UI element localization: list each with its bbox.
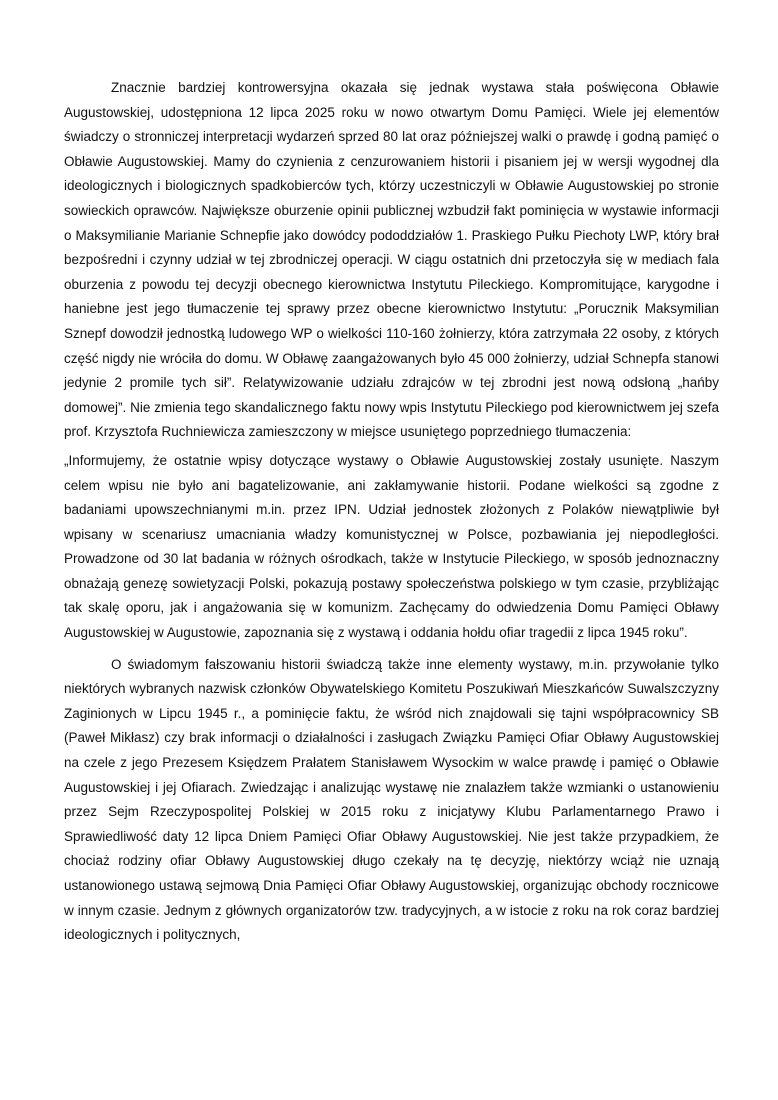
quoted-institute-statement: „Informujemy, że ostatnie wpisy dotyczące wystawy o Obławie Augustowskiej zostały usunięte. Naszym celem wpisu nie było ani bagatelizowanie, ani zakłamywanie historii. Podane wielkości są zgodne z badaniami upowszechnianymi m.in. przez IPN. Udział jednostek złożonych z Polaków niewątpliwie był wpisany w scenariusz umacniania władzy komunistycznej w Polsce, pozbawiania jej niepodległości. Prowadzone od 30 lat badania w różnych ośrodkach, także w Instytucie Pileckiego, w sposób jednoznaczny obnażają genezę sowietyzacji Polski, pokazują postawy społeczeństwa polskiego w tym czasie, przybliżając tak skalę oporu, jak i angażowania się w komunizm. Zachęcamy do odwiedzenia Domu Pamięci Obławy Augustowskiej w Augustowie, zapoznania się z wystawą i oddania hołdu ofiar tragedii z lipca 1945 roku”. (64, 452, 719, 641)
document-page (64, 76, 719, 948)
paragraph-falsification-of-history: O świadomym fałszowaniu historii świadczą także inne elementy wystawy, m.in. przywołanie tylko niektórych wybranych nazwisk członków Obywatelskiego Komitetu Poszukiwań Mieszkańców Suwalszczyzny Zaginionych w Lipcu 1945 r., a pominięcie faktu, że wśród nich znajdowali się tajni współpracownicy SB (Paweł Mikłasz) czy brak informacji o działalności i zasługach Związku Pamięci Ofiar Obławy Augustowskiej na czele z jego Prezesem Księdzem Prałatem Stanisławem Wysockim w walce prawdę i pamięć o Obławie Augustowskiej i jej Ofiarach. Zwiedzając i analizując wystawę nie znalazłem także wzmianki o ustanowieniu przez Sejm Rzeczypospolitej Polskiej w 2015 roku z inicjatywy Klubu Parlamentarnego Prawo i Sprawiedliwość daty 12 lipca Dniem Pamięci Ofiar Obławy Augustowskiej. Nie jest także przypadkiem, że chociaż rodziny ofiar Obławy Augustowskiej długo czekały na tę decyzję, niektórzy wciąż nie uznają ustanowionego ustawą sejmową Dnia Pamięci Ofiar Obławy Augustowskiej, organizując obchody rocznicowe w innym czasie. Jednym z głównych organizatorów tzw. tradycyjnych, a w istocie z roku na rok coraz bardziej ideologicznych i politycznych, (64, 656, 719, 943)
paragraph-exhibition-controversy: Znacznie bardziej kontrowersyjna okazała się jednak wystawa stała poświęcona Obławie Augustowskiej, udostępniona 12 lipca 2025 roku w nowo otwartym Domu Pamięci. Wiele jej elementów świadczy o stronniczej interpretacji wydarzeń sprzed 80 lat oraz późniejszej walki o prawdę i godną pamięć o Obławie Augustowskiej. Mamy do czynienia z cenzurowaniem historii i pisaniem jej w wersji wygodnej dla ideologicznych i biologicznych spadkobierców tych, którzy uczestniczyli w Obławie Augustowskiej po stronie sowieckich oprawców. Największe oburzenie opinii publicznej wzbudził fakt pominięcia w wystawie informacji o Maksymilianie Marianie Schnepfie jako dowódcy pododdziałów 1. Praskiego Pułku Piechoty LWP, który brał bezpośredni i czynny udział w tej zbrodniczej operacji. W ciągu ostatnich dni przetoczyła się w mediach fala oburzenia z powodu tej decyzji obecnego kierownictwa Instytutu Pileckiego. Kompromitujące, karygodne i haniebne jest jego tłumaczenie tej sprawy przez obecne kierownictwo Instytutu: „Porucznik Maksymilian Sznepf dowodził jednostką ludowego WP o wielkości 110-160 żołnierzy, która zatrzymała 22 osoby, z których część nigdy nie wróciła do domu. W Obławę zaangażowanych było 45 000 żołnierzy, udział Schnepfa stanowi jedynie 2 promile tych sił”. Relatywizowanie udziału zdrajców w tej zbrodni jest nową odsłoną „hańby domowej”. Nie zmienia tego skandalicznego faktu nowy wpis Instytutu Pileckiego pod kierownictwem jej szefa prof. Krzysztofa Ruchniewicza zamieszczony w miejsce usuniętego poprzedniego tłumaczenia: (64, 80, 719, 440)
